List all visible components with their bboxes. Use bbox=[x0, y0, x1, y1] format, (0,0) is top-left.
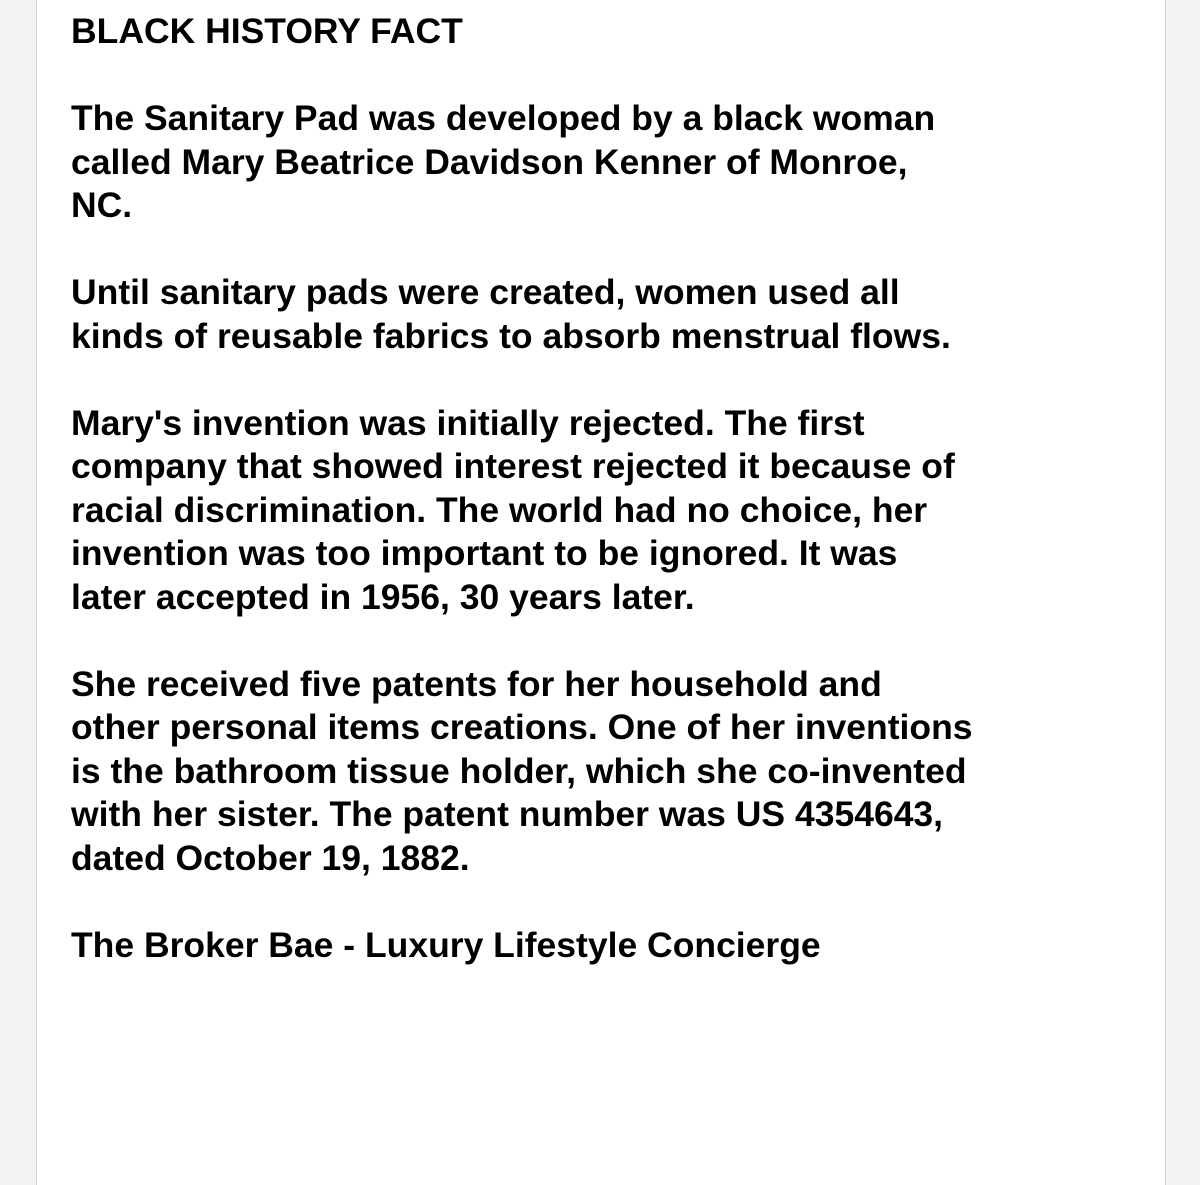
signature bbox=[71, 924, 1161, 968]
paragraph-line: She received five patents for her household and bbox=[71, 663, 882, 704]
paragraph-line: Until sanitary pads were created, women used all bbox=[71, 272, 900, 312]
paragraph-rejection bbox=[71, 402, 1161, 620]
paragraph-line: other personal items creations. One of her inventions bbox=[71, 707, 973, 747]
paragraph-line: racial discrimination. The world had no choice, her bbox=[71, 489, 928, 530]
paragraph-line: with her sister. The patent number was US 4354643, bbox=[71, 794, 944, 834]
paragraph-line: kinds of reusable fabrics to absorb menstrual flows. bbox=[71, 315, 951, 356]
paragraph-inventor bbox=[71, 97, 1161, 228]
paragraph-line: The Sanitary Pad was developed by a black woman bbox=[71, 98, 936, 138]
paragraph-line: is the bathroom tissue holder, which she co-invented bbox=[71, 750, 967, 791]
document-body bbox=[71, 10, 1161, 1011]
document-page bbox=[36, 0, 1166, 1185]
paragraph-line: later accepted in 1956, 30 years later. bbox=[71, 576, 695, 617]
paragraph-line: company that showed interest rejected it because of bbox=[71, 446, 955, 486]
paragraph-line: called Mary Beatrice Davidson Kenner of Monroe, bbox=[71, 141, 908, 182]
paragraph-line: NC. bbox=[71, 185, 133, 225]
heading bbox=[71, 10, 1161, 54]
paragraph-line: dated October 19, 1882. bbox=[71, 837, 470, 878]
heading-text: BLACK HISTORY FACT bbox=[71, 11, 463, 51]
paragraph-history bbox=[71, 271, 1161, 358]
paragraph-patents bbox=[71, 663, 1161, 881]
signature-text: The Broker Bae - Luxury Lifestyle Concierge bbox=[71, 924, 821, 965]
paragraph-line: invention was too important to be ignored. It was bbox=[71, 533, 898, 573]
paragraph-line: Mary's invention was initially rejected. The first bbox=[71, 402, 865, 443]
